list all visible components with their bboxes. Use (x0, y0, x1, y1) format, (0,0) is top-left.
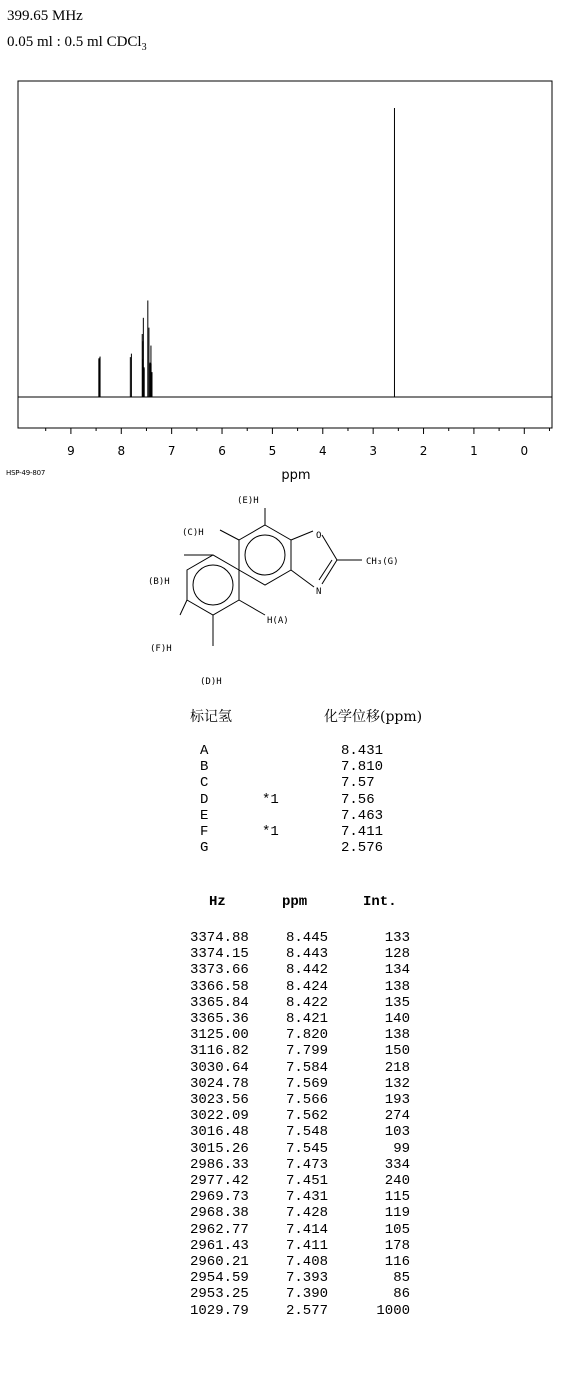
assignment-row-shift: 2.576 (341, 840, 384, 857)
assignment-row-note: *1 (262, 791, 279, 808)
spectrum-trace (18, 108, 552, 397)
label-h-b: (B)H (148, 577, 170, 587)
ring-bottom (187, 555, 239, 615)
peak-row-ppm: 8.442 (285, 962, 328, 979)
peak-row-intensity: 128 (384, 946, 410, 963)
x-axis-tick-label: 7 (167, 444, 176, 458)
peak-row-ppm: 8.443 (285, 946, 328, 963)
assignment-row-shift: 8.431 (341, 743, 384, 759)
peak-row-intensity: 86 (393, 1286, 410, 1303)
peak-row-intensity: 99 (393, 1140, 410, 1157)
peak-row-intensity: 116 (384, 1254, 410, 1270)
x-axis-tick-label: 2 (419, 444, 428, 458)
peak-row-ppm: 2.577 (285, 1302, 328, 1319)
ring-top-aromatic-circle (245, 535, 285, 575)
peak-row-ppm: 7.431 (285, 1189, 328, 1206)
assignment-row-note: *1 (262, 824, 279, 840)
peak-row-intensity: 119 (384, 1205, 410, 1222)
peak-row-intensity: 105 (384, 1221, 410, 1238)
assignment-row-label: E (200, 807, 209, 824)
peak-row-intensity: 334 (384, 1156, 410, 1173)
label-n: N (316, 587, 322, 597)
x-axis (46, 428, 550, 458)
plot-frame (18, 81, 552, 428)
peak-row-ppm: 7.428 (285, 1205, 328, 1222)
peak-row-intensity: 193 (384, 1092, 410, 1108)
peak-row-intensity: 132 (384, 1075, 410, 1092)
peak-row-ppm: 8.421 (285, 1011, 328, 1027)
peak-row-ppm: 8.445 (285, 930, 328, 946)
peak-row-intensity: 103 (384, 1124, 410, 1141)
bond-o-ring (291, 531, 313, 540)
peak-row-hz: 3365.84 (190, 994, 249, 1011)
peak-table-header-hz: Hz (209, 894, 226, 910)
peak-row-hz: 3024.78 (190, 1075, 249, 1092)
peak-row-ppm: 7.820 (285, 1027, 328, 1044)
bond-n-ring (291, 570, 314, 587)
peak-row-ppm: 7.414 (285, 1221, 328, 1238)
peak-row-hz: 2986.33 (190, 1156, 249, 1173)
bond-h-f (180, 600, 187, 615)
peak-row-ppm: 7.408 (285, 1254, 328, 1270)
peak-row-hz: 2977.42 (190, 1173, 249, 1189)
peak-row-hz: 2961.43 (190, 1237, 249, 1254)
assignment-row-shift: 7.57 (341, 775, 375, 792)
peak-row-hz: 3016.48 (190, 1124, 249, 1141)
assignment-row-label: D (200, 791, 209, 808)
peak-row-intensity: 138 (384, 1027, 410, 1044)
peak-row-hz: 3366.58 (190, 978, 249, 995)
label-h-c: (C)H (182, 528, 204, 538)
peak-row-intensity: 138 (384, 978, 410, 995)
peak-row-intensity: 218 (384, 1059, 410, 1076)
assignment-row-shift: 7.810 (341, 759, 384, 776)
assignment-row-label: F (200, 824, 209, 840)
peak-row-ppm: 7.799 (285, 1043, 328, 1060)
label-o: O (316, 531, 322, 541)
bond-o-c2 (322, 535, 337, 560)
peak-row-intensity: 274 (384, 1108, 410, 1125)
peak-row-ppm: 7.451 (285, 1173, 328, 1189)
peak-row-hz: 3374.15 (190, 946, 249, 963)
peak-row-hz: 3116.82 (190, 1043, 249, 1060)
label-h-e: (E)H (237, 496, 259, 506)
x-axis-tick-label: 1 (470, 444, 478, 458)
peak-row-ppm: 7.562 (285, 1108, 328, 1125)
assignment-row-label: B (200, 759, 209, 776)
peak-row-intensity: 178 (384, 1237, 410, 1254)
bond-h-a (239, 600, 265, 615)
peak-row-hz: 2954.59 (190, 1270, 249, 1287)
assignment-row-label: C (200, 775, 209, 792)
peak-row-hz: 3023.56 (190, 1092, 249, 1108)
peak-row-ppm: 7.545 (285, 1140, 328, 1157)
label-h-a: H(A) (267, 616, 289, 626)
assignment-row-label: A (200, 743, 209, 759)
peak-row-hz: 3015.26 (190, 1140, 249, 1157)
assignment-row-label: G (200, 840, 209, 857)
peak-row-intensity: 135 (384, 994, 410, 1011)
assignment-row-shift: 7.411 (341, 824, 384, 840)
peak-row-intensity: 150 (384, 1043, 410, 1060)
label-h-d: (D)H (200, 677, 222, 687)
solvent-subscript: 3 (141, 42, 147, 53)
x-axis-tick-label: 8 (117, 444, 126, 458)
peak-row-ppm: 7.569 (285, 1075, 328, 1092)
peak-row-intensity: 140 (384, 1011, 410, 1027)
label-h-f: (F)H (150, 644, 172, 654)
peak-row-hz: 2962.77 (190, 1221, 249, 1238)
peak-row-ppm: 7.584 (285, 1059, 328, 1076)
nmr-spectrum-chart (0, 0, 570, 490)
peak-row-hz: 2953.25 (190, 1286, 249, 1303)
x-axis-tick-label: 9 (67, 444, 75, 458)
x-axis-tick-label: 0 (520, 444, 529, 458)
peak-row-ppm: 7.411 (285, 1237, 328, 1254)
bond-h-c (220, 530, 239, 540)
peak-row-ppm: 8.422 (285, 994, 328, 1011)
peak-row-hz: 3125.00 (190, 1027, 249, 1044)
label-ch3-g: CH₃(G) (366, 557, 399, 567)
peak-row-intensity: 133 (384, 930, 410, 946)
assignment-row-shift: 7.463 (341, 807, 384, 824)
peak-row-ppm: 7.566 (285, 1092, 328, 1108)
peak-row-ppm: 8.424 (285, 978, 328, 995)
x-axis-tick-label: 6 (218, 444, 226, 458)
solvent-text: 0.05 ml : 0.5 ml CDCl (7, 34, 142, 50)
bond-c2-n-double (319, 560, 332, 580)
spectrometer-frequency: 399.65 MHz (7, 8, 83, 24)
peak-row-ppm: 7.473 (285, 1156, 328, 1173)
peak-row-ppm: 7.390 (285, 1286, 328, 1303)
ring-top (239, 525, 291, 585)
assignment-header-shift: 化学位移(ppm) (324, 709, 423, 725)
peak-row-ppm: 7.393 (285, 1270, 328, 1287)
peak-row-intensity: 115 (384, 1189, 410, 1206)
peak-row-hz: 3030.64 (190, 1059, 249, 1076)
x-axis-tick-label: 5 (268, 444, 277, 458)
peak-row-intensity: 1000 (376, 1302, 410, 1319)
peak-row-hz: 1029.79 (190, 1302, 249, 1319)
assignment-header-label: 标记氢 (190, 709, 232, 725)
peak-row-intensity: 134 (384, 962, 410, 979)
spectrum-id: HSP-49-807 (6, 469, 46, 477)
peak-table-header-int: Int. (363, 894, 397, 910)
molecule-structure (140, 488, 430, 688)
ring-bottom-aromatic-circle (193, 565, 233, 605)
peak-row-intensity: 240 (384, 1173, 410, 1189)
peak-row-intensity: 85 (393, 1270, 410, 1287)
peak-row-hz: 2960.21 (190, 1254, 249, 1270)
peak-row-hz: 3373.66 (190, 962, 249, 979)
assignment-row-shift: 7.56 (341, 791, 375, 808)
x-axis-tick-label: 4 (318, 444, 327, 458)
peak-row-ppm: 7.548 (285, 1124, 328, 1141)
x-axis-tick-label: 3 (369, 444, 377, 458)
peak-table-header-ppm: ppm (282, 894, 308, 910)
peak-row-hz: 2968.38 (190, 1205, 249, 1222)
peak-row-hz: 3022.09 (190, 1108, 249, 1125)
peak-row-hz: 3365.36 (190, 1011, 249, 1027)
peak-row-hz: 3374.88 (190, 930, 249, 946)
peak-row-hz: 2969.73 (190, 1189, 249, 1206)
x-axis-label: ppm (281, 468, 311, 483)
